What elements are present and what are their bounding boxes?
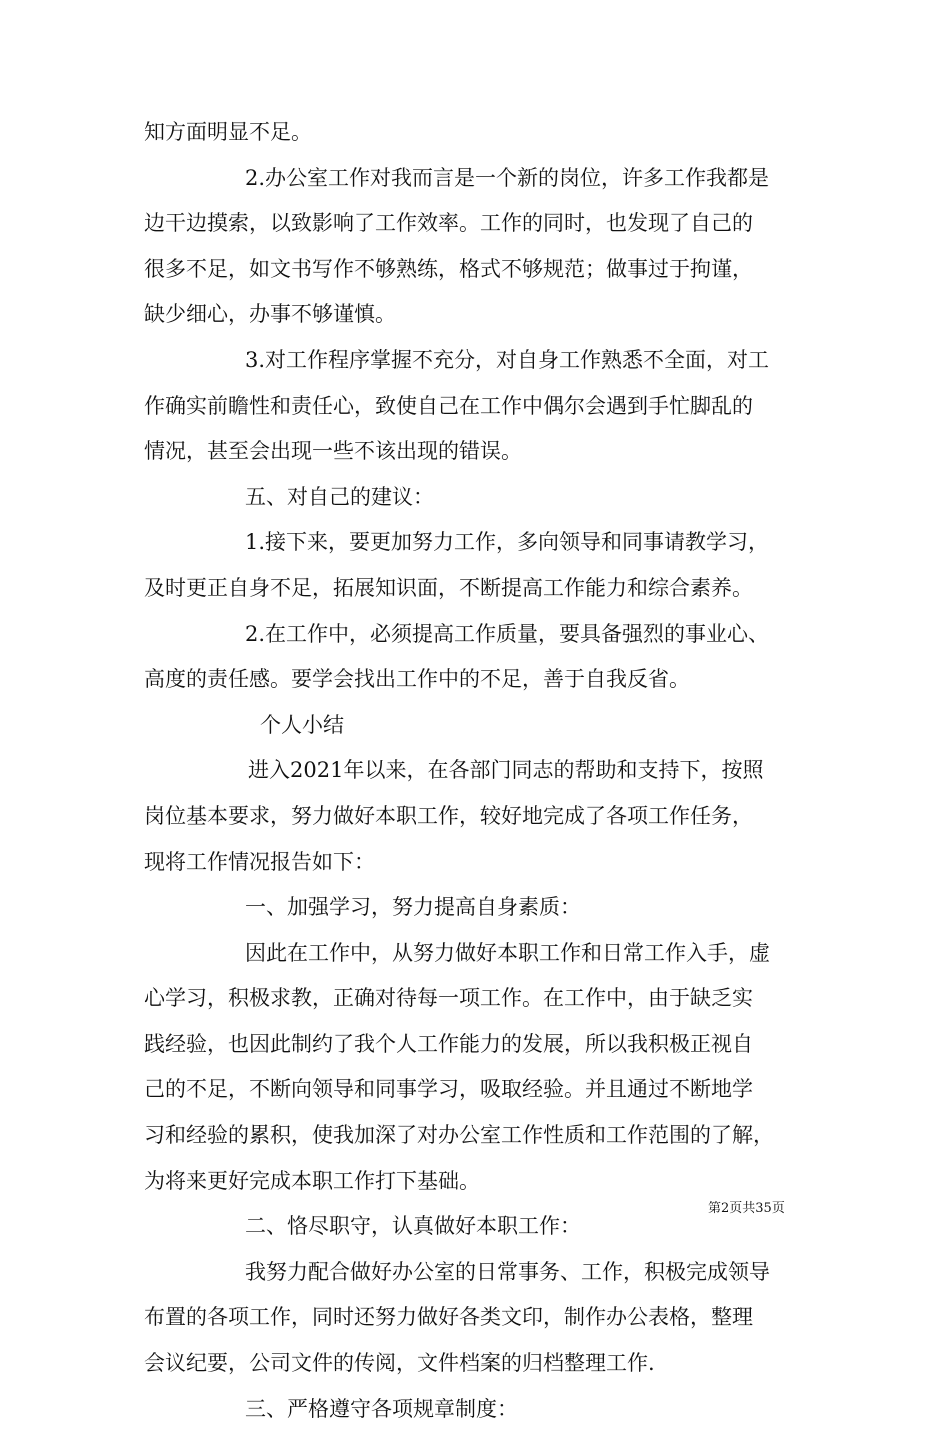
text-line: 己的不足，不断向领导和同事学习，吸取经验。并且通过不断地学: [144, 1077, 753, 1102]
text-line: 3.对工作程序掌握不充分，对自身工作熟悉不全面，对工: [245, 347, 770, 372]
document-body: [144, 110, 816, 1432]
text-line: 会议纪要，公司文件的传阅，文件档案的归档整理工作.: [144, 1351, 655, 1376]
text-line: 现将工作情况报告如下：: [144, 849, 375, 874]
text-line: 很多不足，如文书写作不够熟练，格式不够规范；做事过于拘谨，: [144, 256, 753, 281]
text-line: 三、严格遵守各项规章制度：: [245, 1396, 518, 1421]
text-line: 心学习，积极求教，正确对待每一项工作。在工作中，由于缺乏实: [144, 986, 753, 1011]
text-line: 边干边摸索，以致影响了工作效率。工作的同时，也发现了自己的: [144, 211, 753, 236]
text-line: 我努力配合做好办公室的日常事务、工作，积极完成领导: [245, 1259, 770, 1284]
page-number-footer: 第2页共35页: [708, 1201, 785, 1216]
text-line: 缺少细心，办事不够谨慎。: [144, 302, 396, 327]
text-line: 因此在工作中，从努力做好本职工作和日常工作入手，虚: [245, 940, 770, 965]
text-line: 情况，甚至会出现一些不该出现的错误。: [144, 439, 522, 464]
text-line: 五、对自己的建议：: [245, 484, 434, 509]
text-line: 进入2021年以来，在各部门同志的帮助和支持下，按照: [248, 758, 764, 783]
text-line: 知方面明显不足。: [144, 120, 312, 144]
text-line: 践经验，也因此制约了我个人工作能力的发展，所以我积极正视自: [144, 1031, 753, 1056]
text-line: 作确实前瞻性和责任心，致使自己在工作中偶尔会遇到手忙脚乱的: [144, 393, 753, 418]
text-line: 一、加强学习，努力提高自身素质：: [245, 895, 581, 920]
text-line: 2.在工作中，必须提高工作质量，要具备强烈的事业心、: [245, 621, 770, 646]
text-line: 高度的责任感。要学会找出工作中的不足，善于自我反省。: [144, 667, 690, 692]
text-line: 为将来更好完成本职工作打下基础。: [144, 1168, 480, 1193]
text-line: 岗位基本要求，努力做好本职工作，较好地完成了各项工作任务，: [144, 803, 753, 828]
text-line: 二、恪尽职守，认真做好本职工作：: [245, 1214, 581, 1239]
section-title: 个人小结: [260, 712, 344, 737]
text-line: 及时更正自身不足，拓展知识面，不断提高工作能力和综合素养。: [144, 575, 753, 600]
text-line: 布置的各项工作，同时还努力做好各类文印，制作办公表格，整理: [144, 1305, 753, 1330]
text-line: 1.接下来，要更加努力工作，多向领导和同事请教学习，: [245, 530, 770, 555]
text-line: 习和经验的累积，使我加深了对办公室工作性质和工作范围的了解，: [144, 1123, 774, 1148]
text-line: 2.办公室工作对我而言是一个新的岗位，许多工作我都是: [245, 165, 770, 190]
